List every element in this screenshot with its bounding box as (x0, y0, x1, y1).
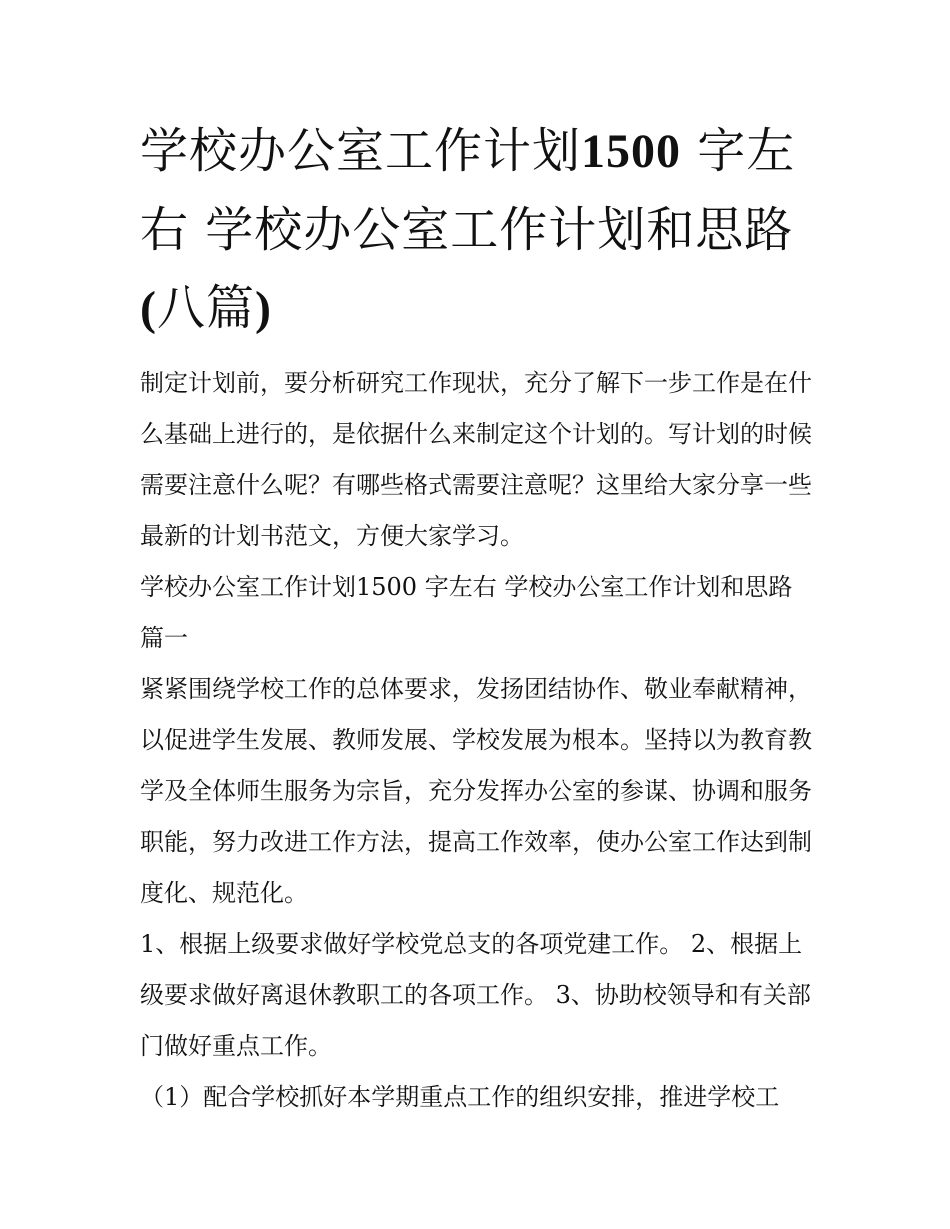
title-number: 1500 (581, 125, 682, 178)
list-paragraph: 1、根据上级要求做好学校党总支的各项党建工作。 2、根据上级要求做好离退休教职工的各项工作。 3、协助校领导和有关部门做好重点工作。 (140, 930, 811, 1060)
document-content (140, 112, 812, 1123)
title-text-part3: 八篇 (156, 280, 255, 336)
section-heading: 学校办公室工作计划1500 字左右 学校办公室工作计划和思路篇一 (140, 573, 793, 652)
sub-item-paragraph: （1）配合学校抓好本学期重点工作的组织安排，推进学校工 (140, 1083, 780, 1111)
document-title (140, 112, 812, 348)
title-paren-close: ) (255, 282, 272, 335)
title-paren-open: ( (140, 282, 157, 335)
intro-paragraph: 制定计划前，要分析研究工作现状，充分了解下一步工作是在什么基础上进行的，是依据什么来制定这个计划的。写计划的时候需要注意什么呢？有哪些格式需要注意呢？这里给大家分享一些最新的计划书范文，方便大家学习。 (140, 369, 812, 550)
title-text-part1: 学校办公室工作计划 (140, 123, 582, 179)
body-paragraph: 紧紧围绕学校工作的总体要求，发扬团结协作、敬业奉献精神，以促进学生发展、教师发展、学校发展为根本。坚持以为教育教学及全体师生服务为宗旨，充分发挥办公室的参谋、协调和服务职能，努力改进工作方法，提高工作效率，使办公室工作达到制度化、规范化。 (140, 675, 812, 907)
title-text-part2: 字左右 学校办公室工作计划和思路 (140, 123, 796, 258)
